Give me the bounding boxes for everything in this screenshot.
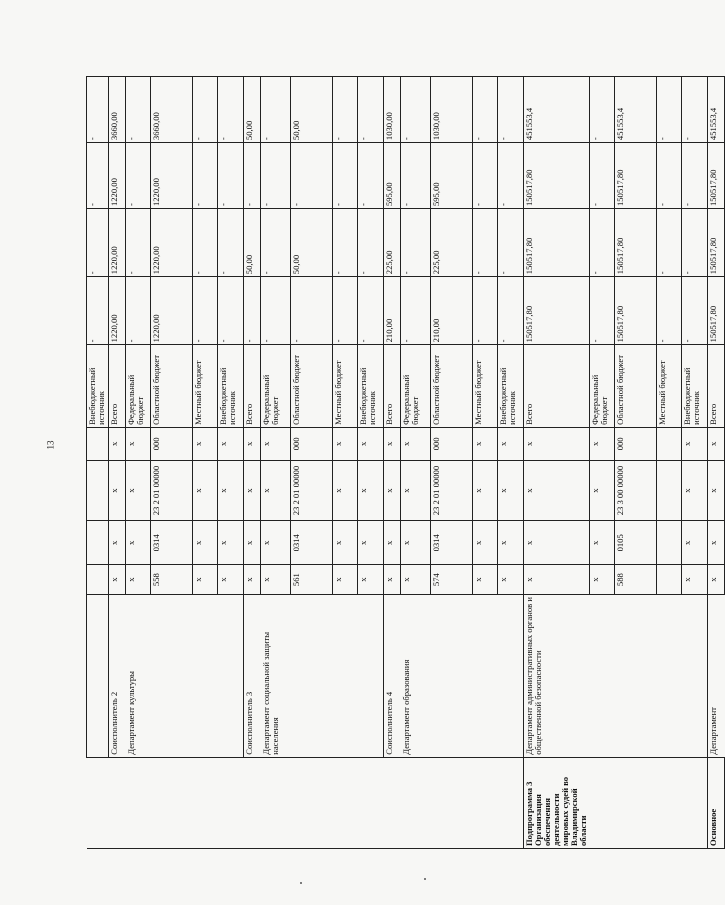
table-cell-c7: Федеральный бюджет — [589, 345, 614, 427]
table-cell-c9: 50,00 — [291, 209, 333, 277]
table-cell-c5: 23 3 00 00000 — [614, 460, 656, 520]
table-cell-c3: x — [589, 565, 614, 595]
table-cell-c3 — [87, 565, 109, 595]
table-cell-c5: 23 2 01 00000 — [151, 460, 193, 520]
table-cell-c10: - — [218, 143, 244, 209]
table-row — [218, 77, 244, 849]
table-row — [291, 77, 333, 849]
table-cell-c6: x — [384, 427, 401, 460]
table-cell-c11: - — [193, 77, 218, 143]
table-cell-c6: x — [681, 427, 707, 460]
table-cell-c4: x — [401, 521, 431, 565]
table-cell-c4: x — [358, 521, 384, 565]
table-cell-c3: 561 — [291, 565, 333, 595]
table-cell-c4: 0314 — [151, 521, 193, 565]
table-cell-c5 — [656, 460, 681, 520]
table-cell-c5: x — [333, 460, 358, 520]
table-cell-c9: - — [358, 209, 384, 277]
table-cell-c4: x — [498, 521, 524, 565]
table-cell-c2: Соисполнитель 4 — [384, 594, 401, 757]
table-cell-c6: 000 — [151, 427, 193, 460]
table-cell-c5: x — [218, 460, 244, 520]
table-cell-c4: x — [261, 521, 291, 565]
table-cell-c9: 1220,00 — [151, 209, 193, 277]
table-cell-c7: Местный бюджет — [656, 345, 681, 427]
table-cell-c3: 558 — [151, 565, 193, 595]
table-cell-c2: Соисполнитель 3 — [244, 594, 261, 757]
table-row — [707, 77, 724, 849]
table-cell-c10: 595,00 — [384, 143, 401, 209]
table-cell-c11: 451553,4 — [614, 77, 656, 143]
table-cell-c7: Всего — [707, 345, 724, 427]
table-cell-c1 — [473, 757, 498, 848]
table-cell-c5: x — [126, 460, 151, 520]
table-cell-c6: 000 — [431, 427, 473, 460]
table-cell-c7: Всего — [109, 345, 126, 427]
table-cell-c1 — [589, 757, 614, 848]
table-cell-c10: - — [358, 143, 384, 209]
table-cell-c1 — [291, 757, 333, 848]
scan-speck — [300, 882, 302, 884]
table-row — [614, 77, 656, 849]
table-cell-c2 — [681, 594, 707, 757]
table-cell-c10: - — [261, 143, 291, 209]
table-cell-c3: x — [401, 565, 431, 595]
table-cell-c2 — [473, 594, 498, 757]
table-row — [151, 77, 193, 849]
table-cell-c10: - — [681, 143, 707, 209]
table-cell-c8: - — [498, 277, 524, 345]
table-cell-c10: 1220,00 — [151, 143, 193, 209]
table-cell-c4: x — [473, 521, 498, 565]
table-cell-c3: x — [498, 565, 524, 595]
table-cell-c4 — [87, 521, 109, 565]
table-cell-c11: 1030,00 — [431, 77, 473, 143]
table-cell-c9: - — [473, 209, 498, 277]
table-cell-c5: x — [707, 460, 724, 520]
table-cell-c1: Подпрограмма 3 Организация обеспечения деятельности мировых судей во Владимирской области — [524, 757, 590, 848]
table-cell-c9: 150517,80 — [524, 209, 590, 277]
table-cell-c6 — [656, 427, 681, 460]
table-cell-c1 — [431, 757, 473, 848]
table-cell-c10: - — [126, 143, 151, 209]
table-cell-c2: Департамент культуры — [126, 594, 151, 757]
table-cell-c11: 451553,4 — [524, 77, 590, 143]
table-cell-c4: 0105 — [614, 521, 656, 565]
table-cell-c6: x — [524, 427, 590, 460]
table-cell-c3: x — [109, 565, 126, 595]
table-cell-c4: x — [193, 521, 218, 565]
table-cell-c11: - — [656, 77, 681, 143]
table-cell-c9: - — [87, 209, 109, 277]
table-cell-c1 — [333, 757, 358, 848]
table-cell-c8: - — [656, 277, 681, 345]
table-cell-c10: - — [498, 143, 524, 209]
table-cell-c2 — [87, 594, 109, 757]
table-cell-c11: - — [473, 77, 498, 143]
table-cell-c5: 23 2 01 00000 — [431, 460, 473, 520]
table-cell-c6: x — [498, 427, 524, 460]
table-cell-c4: x — [589, 521, 614, 565]
table-cell-c5: x — [473, 460, 498, 520]
table-cell-c8: 150517,80 — [614, 277, 656, 345]
table-cell-c1 — [218, 757, 244, 848]
table-cell-c9: - — [333, 209, 358, 277]
table-cell-c1 — [193, 757, 218, 848]
table-cell-c11: - — [218, 77, 244, 143]
table-cell-c9: 225,00 — [384, 209, 401, 277]
table-cell-c3 — [656, 565, 681, 595]
table-cell-c3: x — [358, 565, 384, 595]
page-number: 13 — [45, 440, 56, 450]
table-row — [333, 77, 358, 849]
table-cell-c10: 595,00 — [431, 143, 473, 209]
table-cell-c3: x — [244, 565, 261, 595]
table-cell-c3: x — [707, 565, 724, 595]
table-cell-c8: - — [261, 277, 291, 345]
table-cell-c5: x — [498, 460, 524, 520]
table-cell-c7: Федеральный бюджет — [126, 345, 151, 427]
table-cell-c6: x — [707, 427, 724, 460]
table-cell-c3: x — [524, 565, 590, 595]
table-cell-c4: x — [681, 521, 707, 565]
table-cell-c2 — [589, 594, 614, 757]
table-cell-c7: Областной бюджет — [614, 345, 656, 427]
table-cell-c8: 210,00 — [384, 277, 401, 345]
table-cell-c2 — [358, 594, 384, 757]
table-cell-c1 — [614, 757, 656, 848]
table-cell-c8: 1220,00 — [151, 277, 193, 345]
table-cell-c2 — [333, 594, 358, 757]
table-cell-c6: x — [218, 427, 244, 460]
table-cell-c11: - — [126, 77, 151, 143]
table-cell-c1 — [87, 757, 109, 848]
table-cell-c11: - — [498, 77, 524, 143]
table-cell-c8: 210,00 — [431, 277, 473, 345]
table-cell-c6: x — [193, 427, 218, 460]
table-cell-c10: - — [656, 143, 681, 209]
scan-speck — [424, 878, 426, 880]
table-cell-c6: x — [244, 427, 261, 460]
table-cell-c2: Департамент административных органов и общественной безопасности — [524, 594, 590, 757]
table-cell-c11: - — [87, 77, 109, 143]
table-cell-c8: - — [126, 277, 151, 345]
table-cell-c6: 000 — [614, 427, 656, 460]
table-cell-c3: x — [333, 565, 358, 595]
table-cell-c5: x — [401, 460, 431, 520]
table-cell-c2: Департамент социальной защиты населения — [261, 594, 291, 757]
table-cell-c9: - — [401, 209, 431, 277]
table-cell-c7: Внебюджетный источник — [87, 345, 109, 427]
table-cell-c8: 150517,80 — [707, 277, 724, 345]
table-cell-c6: x — [589, 427, 614, 460]
table-cell-c10: 1220,00 — [109, 143, 126, 209]
table-cell-c8: - — [589, 277, 614, 345]
table-row — [261, 77, 291, 849]
table-cell-c2 — [498, 594, 524, 757]
table-cell-c9: - — [681, 209, 707, 277]
table-cell-c9: - — [126, 209, 151, 277]
table-cell-c3: x — [473, 565, 498, 595]
table-row — [193, 77, 218, 849]
table-row — [244, 77, 261, 849]
table-cell-c4: x — [109, 521, 126, 565]
table-cell-c9: - — [498, 209, 524, 277]
table-cell-c5: x — [109, 460, 126, 520]
table-cell-c10: - — [244, 143, 261, 209]
table-cell-c2 — [291, 594, 333, 757]
table-row — [498, 77, 524, 849]
table-cell-c5: x — [244, 460, 261, 520]
table-cell-c7: Местный бюджет — [473, 345, 498, 427]
table-cell-c1 — [109, 757, 126, 848]
table-cell-c5: x — [524, 460, 590, 520]
table-cell-c3: x — [681, 565, 707, 595]
table-cell-c4: x — [218, 521, 244, 565]
table-cell-c2: Соисполнитель 2 — [109, 594, 126, 757]
table-cell-c2 — [431, 594, 473, 757]
table-cell-c10: 150517,80 — [524, 143, 590, 209]
table-cell-c7: Внебюджетный источник — [681, 345, 707, 427]
table-cell-c11: 50,00 — [291, 77, 333, 143]
table-cell-c10: - — [473, 143, 498, 209]
table-cell-c9: 225,00 — [431, 209, 473, 277]
table-cell-c7: Федеральный бюджет — [261, 345, 291, 427]
table-cell-c5: x — [261, 460, 291, 520]
table-cell-c1 — [656, 757, 681, 848]
table-cell-c9: - — [218, 209, 244, 277]
table-cell-c11: 3660,00 — [109, 77, 126, 143]
table-cell-c4: x — [126, 521, 151, 565]
table-cell-c11: 451553,4 — [707, 77, 724, 143]
table-cell-c5: x — [589, 460, 614, 520]
table-cell-c6: x — [126, 427, 151, 460]
table-cell-c4: 0314 — [291, 521, 333, 565]
table-cell-c1 — [401, 757, 431, 848]
table-cell-c9: 50,00 — [244, 209, 261, 277]
table-cell-c5: 23 2 01 00000 — [291, 460, 333, 520]
table-row — [126, 77, 151, 849]
table-row — [524, 77, 590, 849]
table-cell-c11: - — [333, 77, 358, 143]
table-cell-c3: x — [384, 565, 401, 595]
table-cell-c8: - — [401, 277, 431, 345]
table-cell-c5: x — [681, 460, 707, 520]
table-cell-c1 — [151, 757, 193, 848]
budget-table — [86, 76, 725, 849]
table-cell-c8: - — [87, 277, 109, 345]
table-cell-c6: 000 — [291, 427, 333, 460]
table-cell-c5: x — [384, 460, 401, 520]
table-cell-c1 — [384, 757, 401, 848]
table-cell-c10: 150517,80 — [707, 143, 724, 209]
table-cell-c3: x — [126, 565, 151, 595]
table-cell-c10: - — [401, 143, 431, 209]
table-cell-c7: Областной бюджет — [291, 345, 333, 427]
table-cell-c8: - — [218, 277, 244, 345]
table-cell-c4: x — [707, 521, 724, 565]
table-cell-c4: x — [333, 521, 358, 565]
table-cell-c4: x — [244, 521, 261, 565]
table-cell-c5: x — [193, 460, 218, 520]
table-row — [384, 77, 401, 849]
table-cell-c6: x — [109, 427, 126, 460]
table-cell-c11: - — [261, 77, 291, 143]
table-cell-c4: x — [524, 521, 590, 565]
table-cell-c8: - — [291, 277, 333, 345]
table-row — [473, 77, 498, 849]
rotated-table-wrapper — [86, 76, 718, 849]
table-cell-c1 — [358, 757, 384, 848]
table-cell-c11: - — [401, 77, 431, 143]
table-cell-c1 — [126, 757, 151, 848]
table-cell-c7: Местный бюджет — [193, 345, 218, 427]
table-cell-c8: - — [244, 277, 261, 345]
table-cell-c4: x — [384, 521, 401, 565]
table-cell-c9: - — [589, 209, 614, 277]
table-cell-c2 — [656, 594, 681, 757]
table-cell-c9: 150517,80 — [707, 209, 724, 277]
table-cell-c3: x — [193, 565, 218, 595]
table-cell-c6: x — [261, 427, 291, 460]
table-cell-c6: x — [333, 427, 358, 460]
table-cell-c8: - — [333, 277, 358, 345]
table-cell-c7: Всего — [524, 345, 590, 427]
table-cell-c2 — [614, 594, 656, 757]
table-cell-c10: - — [87, 143, 109, 209]
table-cell-c9: 150517,80 — [614, 209, 656, 277]
table-cell-c5 — [87, 460, 109, 520]
table-cell-c7: Всего — [244, 345, 261, 427]
table-cell-c8: 150517,80 — [524, 277, 590, 345]
table-cell-c7: Местный бюджет — [333, 345, 358, 427]
table-cell-c2 — [151, 594, 193, 757]
table-cell-c2 — [193, 594, 218, 757]
table-cell-c2 — [218, 594, 244, 757]
table-cell-c9: - — [193, 209, 218, 277]
table-cell-c10: - — [333, 143, 358, 209]
table-row — [87, 77, 109, 849]
table-cell-c1 — [244, 757, 261, 848]
table-cell-c10: - — [589, 143, 614, 209]
table-cell-c7: Всего — [384, 345, 401, 427]
table-cell-c6: x — [473, 427, 498, 460]
table-row — [589, 77, 614, 849]
table-cell-c10: - — [291, 143, 333, 209]
table-cell-c1 — [498, 757, 524, 848]
table-cell-c3: x — [261, 565, 291, 595]
table-cell-c3: x — [218, 565, 244, 595]
table-cell-c10: 150517,80 — [614, 143, 656, 209]
table-cell-c4: 0314 — [431, 521, 473, 565]
table-cell-c8: - — [681, 277, 707, 345]
table-cell-c7: Внебюджетный источник — [358, 345, 384, 427]
table-cell-c8: - — [358, 277, 384, 345]
table-cell-c11: 50,00 — [244, 77, 261, 143]
table-cell-c11: 1030,00 — [384, 77, 401, 143]
table-cell-c9: 1220,00 — [109, 209, 126, 277]
table-cell-c8: - — [193, 277, 218, 345]
table-cell-c6: x — [358, 427, 384, 460]
table-cell-c3: 588 — [614, 565, 656, 595]
table-cell-c9: - — [261, 209, 291, 277]
table-cell-c11: - — [681, 77, 707, 143]
table-row — [681, 77, 707, 849]
table-cell-c11: 3660,00 — [151, 77, 193, 143]
table-cell-c9: - — [656, 209, 681, 277]
table-cell-c10: - — [193, 143, 218, 209]
table-cell-c7: Областной бюджет — [151, 345, 193, 427]
table-row — [358, 77, 384, 849]
table-cell-c7: Областной бюджет — [431, 345, 473, 427]
table-cell-c2: Департамент — [707, 594, 724, 757]
table-cell-c11: - — [358, 77, 384, 143]
table-cell-c1: Основное — [707, 757, 724, 848]
table-cell-c6 — [87, 427, 109, 460]
table-row — [656, 77, 681, 849]
table-cell-c4 — [656, 521, 681, 565]
table-cell-c2: Департамент образования — [401, 594, 431, 757]
table-cell-c7: Федеральный бюджет — [401, 345, 431, 427]
table-cell-c6: x — [401, 427, 431, 460]
table-cell-c1 — [261, 757, 291, 848]
table-cell-c8: - — [473, 277, 498, 345]
table-cell-c8: 1220,00 — [109, 277, 126, 345]
table-row — [401, 77, 431, 849]
table-cell-c5: x — [358, 460, 384, 520]
table-cell-c1 — [681, 757, 707, 848]
table-row — [431, 77, 473, 849]
document-sheet — [86, 76, 718, 849]
table-row — [109, 77, 126, 849]
table-cell-c3: 574 — [431, 565, 473, 595]
table-cell-c7: Внебюджетный источник — [498, 345, 524, 427]
table-cell-c11: - — [589, 77, 614, 143]
table-cell-c7: Внебюджетный источник — [218, 345, 244, 427]
